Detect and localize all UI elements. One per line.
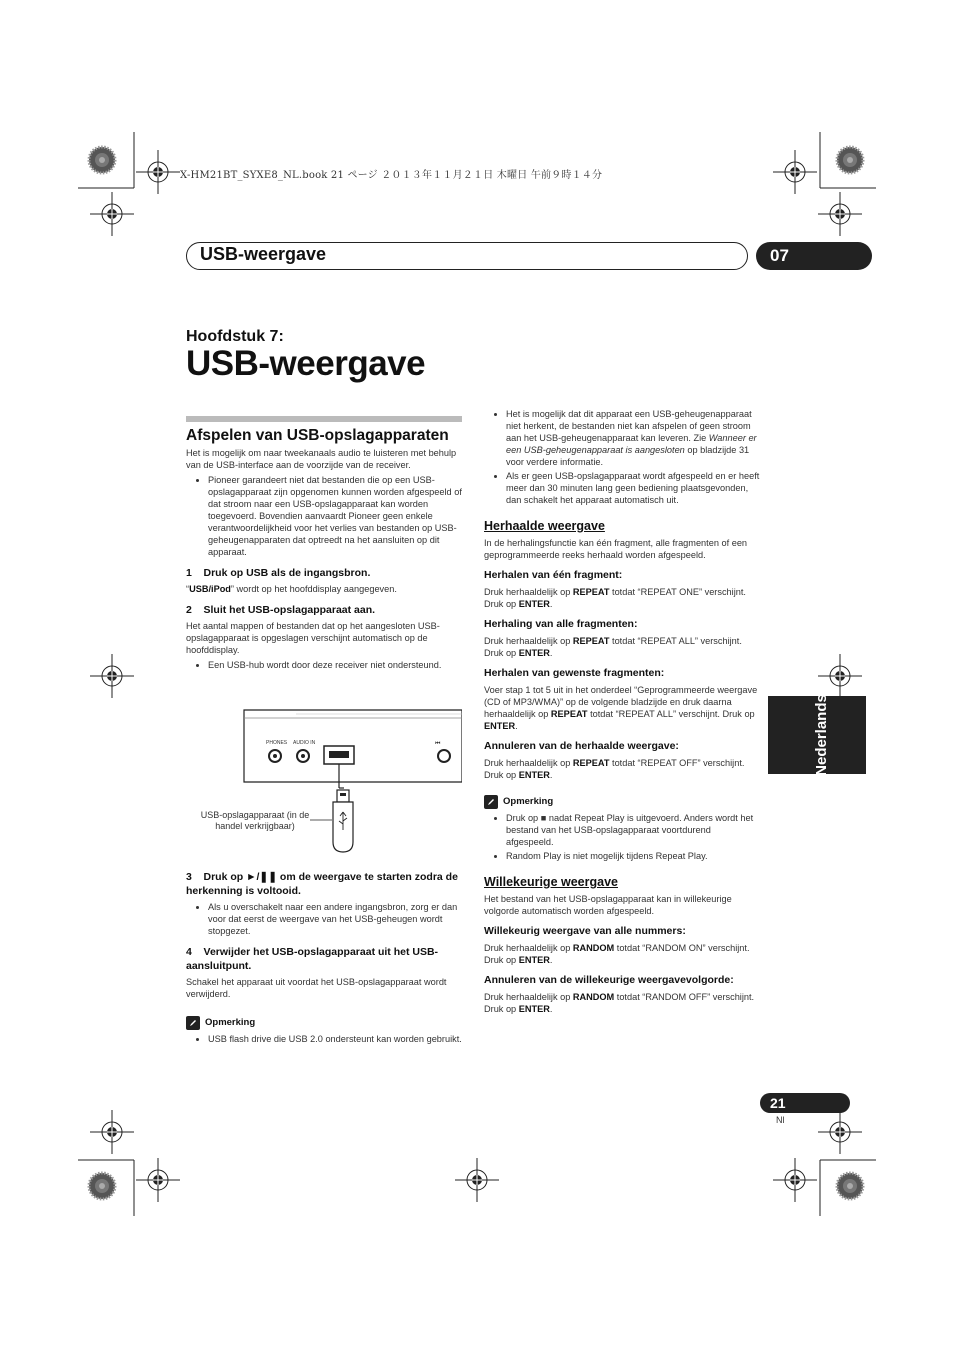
language-tab-label: Nederlands [812,694,830,776]
list-item: • Als er geen USB-opslagapparaat wordt afgespeeld en er heeft meer dan 30 minuten lang geen bediening plaatsgevonden, dan schakelt het apparaat automatisch uit. [506,470,760,506]
chapter-title: USB-weergave [186,344,426,383]
play-pause-icon: ►/❚❚ [246,871,278,883]
page-number: 21 [760,1093,850,1113]
step-4-text: Schakel het apparaat uit voordat het USB-opslagapparaat wordt verwijderd. [186,977,447,999]
random-section-title: Willekeurige weergave [484,875,618,889]
repeat-program-title: Herhalen van gewenste fragmenten: [484,667,665,679]
language-tab [768,696,866,774]
stop-icon: ■ [540,813,547,823]
text: . [549,1004,553,1014]
repeat-all-text [484,635,760,659]
random-off-text [484,991,760,1015]
text: Het is mogelijk dat dit apparaat een USB-geheugenapparaat niet herkent, de bestanden niet kan afspelen of geen stroom aan het USB-geheugenapparaat kan leveren. Zie [506,409,752,443]
random-on-text [484,942,760,966]
text: Druk herhaaldelijk op [484,636,573,646]
bullet-list [186,901,462,937]
left-column-lower [186,862,462,1047]
repeat-intro: In de herhalingsfunctie kan één fragment, alle fragmenten of een geprogrammeerde reeks herhaald worden afgespeeld. [484,538,748,560]
random-on-title: Willekeurig weergave van alle nummers: [484,925,686,937]
text: . [549,955,553,965]
text: totdat “REPEAT ALL” verschijnt. Druk op [587,709,755,719]
key-name: REPEAT [572,636,610,646]
list-item: • Random Play is niet mogelijk tijdens Repeat Play. [506,850,760,862]
repeat-program-text [484,684,760,732]
key-name: ENTER [518,599,550,609]
step-text: Sluit het USB-opslagapparaat aan. [203,604,376,616]
random-intro: Het bestand van het USB-opslagapparaat kan in willekeurige volgorde automatisch worden afgespeeld. [484,894,732,916]
repeat-one-text [484,586,760,610]
text: Druk herhaaldelijk op [484,758,573,768]
key-name: RANDOM [572,943,615,953]
text: totdat “REPEAT ALL” verschijnt. Druk op [484,636,742,658]
chapter-number-badge: 07 [756,242,872,270]
text: Druk op [506,813,541,823]
display-text: USB/iPod [189,584,231,594]
right-column [484,408,760,1015]
text: . [549,770,553,780]
text: Druk herhaaldelijk op [484,992,573,1002]
phones-label: PHONES [266,740,288,746]
key-name: ENTER [518,1004,550,1014]
step-4 [186,945,462,973]
step-number: 2 [186,604,192,616]
step-number: 4 [186,946,192,958]
text: op bladzijde 31 voor verdere informatie. [506,445,750,467]
cross-reference: Wanneer er een USB-geheugenapparaat is aangesloten [506,433,757,455]
section-bar [186,416,462,422]
list-item: • Als u overschakelt naar een andere ingangsbron, zorg er dan voor dat eerst de weergave van het USB-geheugen wordt stopgezet. [208,901,462,937]
key-name: ENTER [484,721,516,731]
key-name: RANDOM [572,992,615,1002]
step-3 [186,870,462,898]
repeat-section-title: Herhaalde weergave [484,519,605,533]
step-text: Druk op [203,871,247,883]
key-name: REPEAT [572,587,610,597]
note-heading [484,795,760,809]
note-heading [186,1016,462,1030]
text: . [515,721,518,731]
pencil-note-icon [186,1016,200,1030]
text: totdat “RANDOM OFF” verschijnt. Druk op [484,992,755,1014]
usb-connection-diagram [186,708,462,860]
step-2 [186,603,462,617]
section-title: Afspelen van USB-opslagapparaten [186,427,449,444]
list-item: • Pioneer garandeert niet dat bestanden die op een USB-opslagapparaat zijn opgenomen kunnen worden afgespeeld of dat stroom naar een USB-opslagapparaat kan worden toegevoerd. Bovendien aanvaardt Pioneer geen enkele verantwoordelijkheid voor het verlies van bestanden op USB-geheugenapparaten dat optreedt na het aansluiten op dit apparaat. [208,474,462,558]
text: “ [186,584,190,594]
skip-back-icon: ⏮ [435,740,441,747]
text: ” wordt op het hoofddisplay aangegeven. [230,584,397,594]
bullet-list [186,474,462,558]
text: Voer stap 1 tot 5 uit in het onderdeel “Geprogrammeerde weergave (CD of MP3/WMA)” op de volgende bladzijde en druk daarna herhaaldelijk op [484,685,758,719]
key-name: REPEAT [550,709,588,719]
repeat-off-text [484,757,760,781]
bullet-list [186,659,462,671]
key-name: ENTER [518,770,550,780]
text: Druk herhaaldelijk op [484,943,573,953]
text: . [549,648,553,658]
print-info: X-HM21BT_SYXE8_NL.book 21 ページ ２０１３年１１月２１日 木曜日 午前９時１４分 [180,170,603,181]
text: totdat “RANDOM ON” verschijnt. Druk op [484,943,750,965]
note-title: Opmerking [503,796,554,807]
step-text: Verwijder het USB-opslagapparaat uit het USB-aansluitpunt. [186,946,439,972]
random-off-title: Annuleren van de willekeurige weergavevolgorde: [484,974,734,986]
step-text: Druk op USB als de ingangsbron. [203,567,371,579]
page-language: Nl [776,1115,785,1125]
chapter-label: Hoofdstuk 7: [186,328,284,345]
key-name: REPEAT [572,758,610,768]
left-column [186,416,462,673]
intro-text: Het is mogelijk om naar tweekanaals audio te luisteren met behulp van de USB-interface aan de voorzijde van de receiver. [186,448,457,470]
step-number: 3 [186,871,192,883]
repeat-off-title: Annuleren van de herhaalde weergave: [484,740,679,752]
key-name: ENTER [518,955,550,965]
list-item: • Een USB-hub wordt door deze receiver niet ondersteund. [208,659,462,671]
diagram-caption: USB-opslagapparaat (in de handel verkrijgbaar) [200,810,310,831]
text: totdat “REPEAT OFF” verschijnt. Druk op [484,758,745,780]
header-title: USB-weergave [200,244,327,264]
list-item: • USB flash drive die USB 2.0 ondersteunt kan worden gebruikt. [208,1033,462,1045]
note-title: Opmerking [205,1017,256,1028]
step-2-text: Het aantal mappen of bestanden dat op het aangesloten USB-opslagapparaat is opgeslagen verschijnt automatisch op de hoofddisplay. [186,621,440,655]
key-name: ENTER [518,648,550,658]
text: . [549,599,553,609]
step-1 [186,566,462,580]
pencil-note-icon [484,795,498,809]
text: nadat Repeat Play is uitgevoerd. Anders wordt het bestand van het USB-opslagapparaat voortdurend afgespeeld. [506,813,754,847]
step-text: om de weergave te starten zodra de herkenning is voltooid. [186,871,458,897]
list-item [506,812,760,848]
text: totdat “REPEAT ONE” verschijnt. Druk op [484,587,746,609]
audio-in-label: AUDIO IN [293,740,316,746]
bullet-list [186,1033,462,1045]
step-number: 1 [186,567,192,579]
step-1-text [186,583,462,595]
repeat-one-title: Herhalen van één fragment: [484,569,623,581]
bullet-list [484,812,760,862]
repeat-all-title: Herhaling van alle fragmenten: [484,618,638,630]
bullet-list [484,408,760,506]
list-item [506,408,760,468]
text: Druk herhaaldelijk op [484,587,573,597]
